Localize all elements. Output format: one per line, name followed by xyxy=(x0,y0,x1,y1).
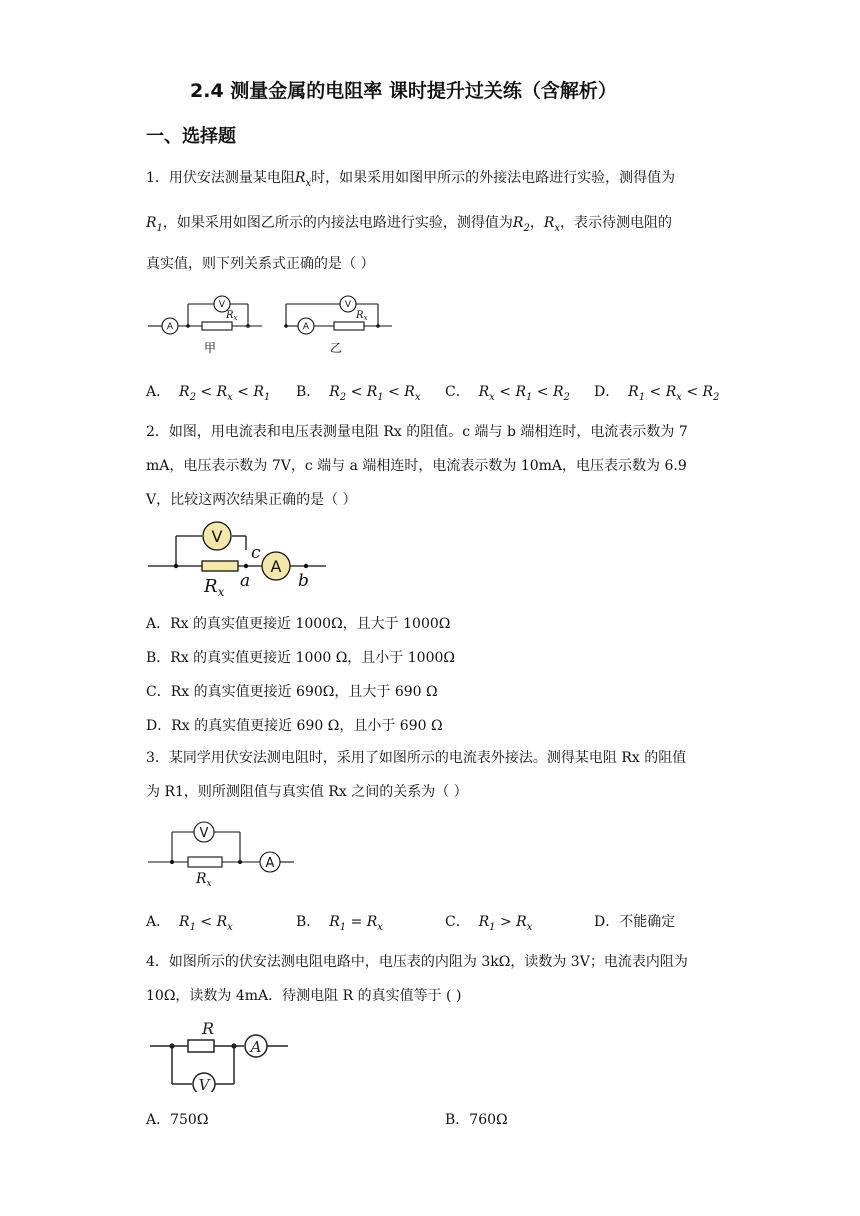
svg-text:V: V xyxy=(198,1076,210,1092)
svg-text:Rx: $R_x$ xyxy=(196,871,212,889)
svg-text:A: A xyxy=(265,856,275,871)
svg-text:A: A xyxy=(270,557,282,576)
section-heading: 一、选择题 xyxy=(146,126,236,147)
q3-circuit-diagram xyxy=(146,816,296,890)
q2-line1: 2．如图，用电流表和电压表测量电阻 Rx 的阻值。c 端与 b 端相连时，电流表示数为 7 xyxy=(146,424,688,440)
q3-line2: 为 R1，则所测阻值与真实值 Rx 之间的关系为（ ） xyxy=(146,784,468,800)
q3-line1: 3．某同学用伏安法测电阻时，采用了如图所示的电流表外接法。测得某电阻 Rx 的阻值 xyxy=(146,750,687,766)
q1-option-b: B． $R_2 < R_1 < R_x$ xyxy=(296,384,421,403)
svg-text:Rx: $R_x$ xyxy=(226,310,238,322)
q1-line1: 1．用伏安法测量某电阻$R_x$时，如果采用如图甲所示的外接法电路进行实验，测得值为 xyxy=(146,170,676,189)
svg-text:V: V xyxy=(211,527,223,546)
q1-option-d: D． $R_1 < R_x < R_2$ xyxy=(594,384,720,403)
svg-text:V: V xyxy=(199,826,209,841)
q2-line2: mA，电压表示数为 7V，c 端与 a 端相连时，电流表示数为 10mA，电压表示数为 6.9 xyxy=(146,458,687,474)
svg-text:Rx: $R_x$ xyxy=(356,310,368,322)
q1-option-c: C． $R_x < R_1 < R_2$ xyxy=(445,384,570,403)
q4-line1: 4．如图所示的伏安法测电阻电路中，电压表的内阻为 3kΩ，读数为 3V；电流表内阻为 xyxy=(146,954,688,970)
q2-option-c: C．Rx 的真实值更接近 690Ω，且大于 690 Ω xyxy=(146,684,438,700)
q4-option-b: B．760Ω xyxy=(445,1112,508,1128)
q2-option-b: B．Rx 的真实值更接近 1000 Ω，且小于 1000Ω xyxy=(146,650,455,666)
q1-option-a: A． $R_2 < R_x < R_1$ xyxy=(146,384,271,403)
page-title: 2.4 测量金属的电阻率 课时提升过关练（含解析） xyxy=(190,80,617,102)
svg-text:a: a xyxy=(240,571,251,591)
svg-text:Rx: $R_x$ xyxy=(204,576,225,599)
svg-text:c: c xyxy=(251,543,261,563)
q2-circuit-diagram xyxy=(146,518,336,600)
q3-option-c: C． $R_1 > R_x$ xyxy=(445,914,533,933)
svg-text:V: V xyxy=(218,300,226,310)
q3-option-a: A． $R_1 < R_x$ xyxy=(146,914,233,933)
q4-line2: 10Ω，读数为 4mA．待测电阻 R 的真实值等于 ( ) xyxy=(146,988,462,1004)
q1-circuit-diagrams xyxy=(146,288,396,358)
q1-line2: $R_1$，如果采用如图乙所示的内接法电路进行实验，测得值为$R_2$，$R_x$，表示待测电阻的 xyxy=(146,215,673,234)
q1-line3: 真实值，则下列关系式正确的是（ ） xyxy=(146,256,375,272)
svg-text:A: A xyxy=(302,322,310,332)
svg-text:b: b xyxy=(298,571,309,591)
q2-line3: V，比较这两次结果正确的是（ ） xyxy=(146,492,357,508)
q2-option-d: D．Rx 的真实值更接近 690 Ω，且小于 690 Ω xyxy=(146,718,443,734)
q2-option-a: A．Rx 的真实值更接近 1000Ω，且大于 1000Ω xyxy=(146,616,451,632)
svg-text:V: V xyxy=(344,300,352,310)
label-jia: 甲 xyxy=(204,341,217,355)
q4-option-a: A．750Ω xyxy=(146,1112,209,1128)
label-yi: 乙 xyxy=(330,341,343,355)
svg-text:A: A xyxy=(166,322,174,332)
svg-text:R: R xyxy=(202,1019,215,1038)
q3-option-b: B． $R_1 = R_x$ xyxy=(296,914,383,933)
svg-text:A: A xyxy=(250,1038,262,1056)
q3-option-d: D．不能确定 xyxy=(594,914,676,930)
q4-circuit-diagram xyxy=(146,1012,292,1092)
